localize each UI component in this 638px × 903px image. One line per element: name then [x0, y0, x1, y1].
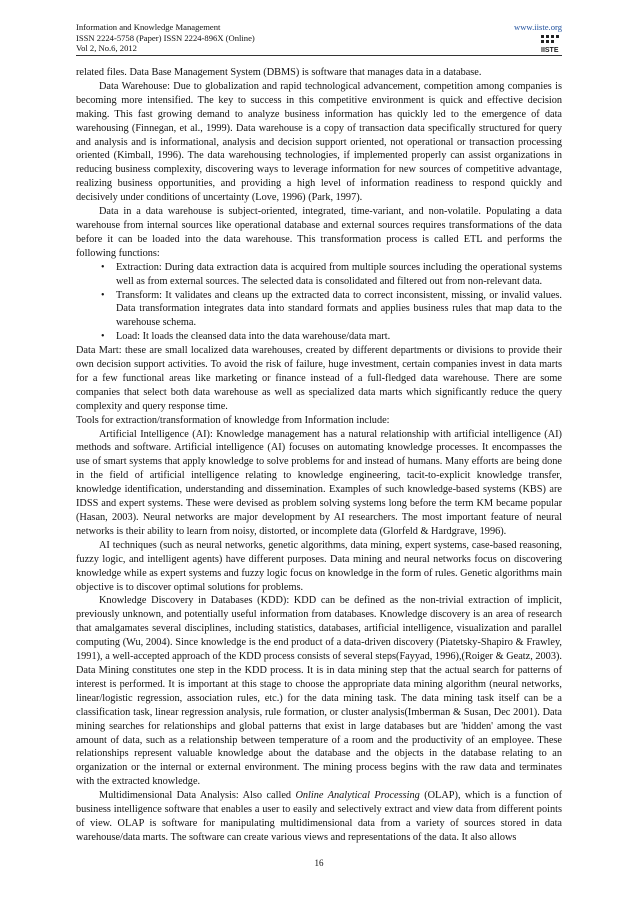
paragraph-dbms: related files. Data Base Management System (DBMS) is software that manages data in a database.	[76, 67, 482, 78]
list-item-load: • Load: It loads the cleansed data into the data warehouse/data mart.	[116, 330, 562, 344]
etl-function-list	[76, 261, 562, 344]
journal-info	[76, 22, 562, 54]
header-divider	[76, 55, 562, 56]
olap-text-start: Multidimensional Data Analysis: Also called	[99, 790, 296, 802]
page-number: 16	[314, 858, 324, 868]
paragraph-kdd: Knowledge Discovery in Databases (KDD): KDD can be defined as the non-trivial extraction of implicit, previously unknown, and potentially useful information from databases. Knowledge discovery is an area of research that amalgamates several disciplines, including statistics, databases, artificial intelligence, visualization and parallel computing (Wu, 2004). Since knowledge is the end product of a data-driven discovery (Piatetsky-Shapiro & Frawley, 1991), a well-accepted approach of the KDD process consists of several steps(Fayyad, 1996),(Roiger & Geatz, 2003). Data Mining constitutes one step in the KDD process. It is in data mining step that the actual search for patterns of interest is performed. It is important at this stage to choose the appropriate data mining algorithm (neural networks, linear/logistic regression, association rules, etc.) for the data mining task. The data mining task itself can be a classification task, linear regression analysis, rule formation, or cluster analysis(Imberman & Susan, Dec 2001). Data mining searches for relationships and global patterns that exist in large databases but are 'hidden' among the vast amount of data, such as a relationship between temperature of a room and the productivity of an employee. These relationships represent valuable knowledge about the database and the objects in the database relating to an organization or the internal or external environment. The mining process begins with the raw data and terminates with the extracted knowledge.	[76, 595, 562, 788]
paragraph-ai-techniques: AI techniques (such as neural networks, genetic algorithms, data mining, expert systems, case-based reasoning, fuzzy logic, and intelligent agents) have different purposes. Data mining and neural networks focus on discovering knowledge while as expert systems and fuzzy logic focus on knowledge in the form of rules. Genetic algorithms main objective is to discover optimal solutions for problems.	[76, 539, 562, 593]
article-body	[76, 66, 562, 845]
journal-url[interactable]: www.iiste.org	[514, 22, 562, 32]
paragraph-etl: Data in a data warehouse is subject-oriented, integrated, time-variant, and non-volatile. Populating a data warehouse from internal sources like operational database and external sources requires transformations of the data before it can be loaded into the data warehouse. This transformation process is called ETL and performs the following functions:	[76, 206, 562, 259]
list-item-transform: • Transform: It validates and cleans up the extracted data to correct inconsistent, missing, or invalid values. Data transformation integrates data into standard formats and applies business rules that map data to the warehouse schema.	[116, 289, 562, 331]
paragraph-data-mart: Data Mart: these are small localized data warehouses, created by different departments or divisions to provide their own decision support activities. To avoid the risk of failure, huge investment, certain companies invest in data marts for a few functional areas like marketing or finance instead of a full-fledged data warehouse. There are some companies that select both data warehouse as well as specialized data marts which significantly reduce the query complexity and query response time.	[76, 345, 562, 412]
iiste-logo-icon	[540, 34, 562, 54]
olap-text-end: (OLAP), which is a function of business intelligence software that enables a user to easily and selectively extract and view data from different points of view. OLAP is software for manipulating multidimensional data from a variety of sources stored in data warehouse/data marts. The software can create various views and representations of the data. It also allows	[76, 790, 563, 843]
page-header	[76, 22, 562, 54]
issn-line: ISSN 2224-5758 (Paper) ISSN 2224-896X (Online)	[76, 32, 255, 43]
paragraph-artificial-intelligence: Artificial Intelligence (AI): Knowledge management has a natural relationship with artificial intelligence (AI) methods and software. Artificial intelligence (AI) focuses on automating knowledge processes. It encompasses the use of smart systems that apply knowledge to solve problems for and instead of humans. Many efforts are being done in the field of artificial intelligence relating to knowledge engineering, tacit-to-explicit knowledge transfer, knowledge identification, understanding and dissemination. Examples of such knowledge-based systems (KBS) are IDSS and expert systems. These were devised as problem solving systems long before the term KM became popular (Hasan, 2003). Neural networks are major development by AI researchers. The most important feature of neural networks is their ability to learn from noisy, distorted, or incomplete data (Glorfeld & Hardgrave, 1996).	[76, 428, 562, 537]
journal-title: Information and Knowledge Management	[76, 22, 221, 32]
olap-italic-term: Online Analytical Processing	[295, 790, 420, 802]
volume-line: Vol 2, No.6, 2012	[76, 43, 137, 54]
paragraph-olap	[76, 789, 562, 845]
logo-text: IISTE	[541, 47, 559, 54]
paragraph-data-warehouse: Data Warehouse: Due to globalization and rapid technological advancement, competition among companies is becoming more intensified. The key to success in this competitive environment is quick and effective decision making. This fast growing demand to analyze business information has quickly led to the emergence of data warehousing (Finnegan, et al., 1999). Data warehouse is a copy of transaction data specifically structured for query and analysis and is informational, analysis and decision support oriented, not operational or transaction processing oriented (Kimball, 1996). The data warehousing technologies, if implemented properly can assist organizations in reducing business complexity, discovering ways to leverage information for new sources of competitive advantage, realizing business opportunities, and providing a high level of information readiness to respond quickly and decisively under conditions of uncertainty (Love, 1996) (Park, 1997).	[76, 80, 562, 204]
list-item-extraction: • Extraction: During data extraction data is acquired from multiple sources including the operational systems well as from external sources. The selected data is consolidated and filtered out from non-relevant data.	[116, 261, 562, 289]
paragraph-tools-intro: Tools for extraction/transformation of knowledge from Information include:	[76, 414, 390, 426]
